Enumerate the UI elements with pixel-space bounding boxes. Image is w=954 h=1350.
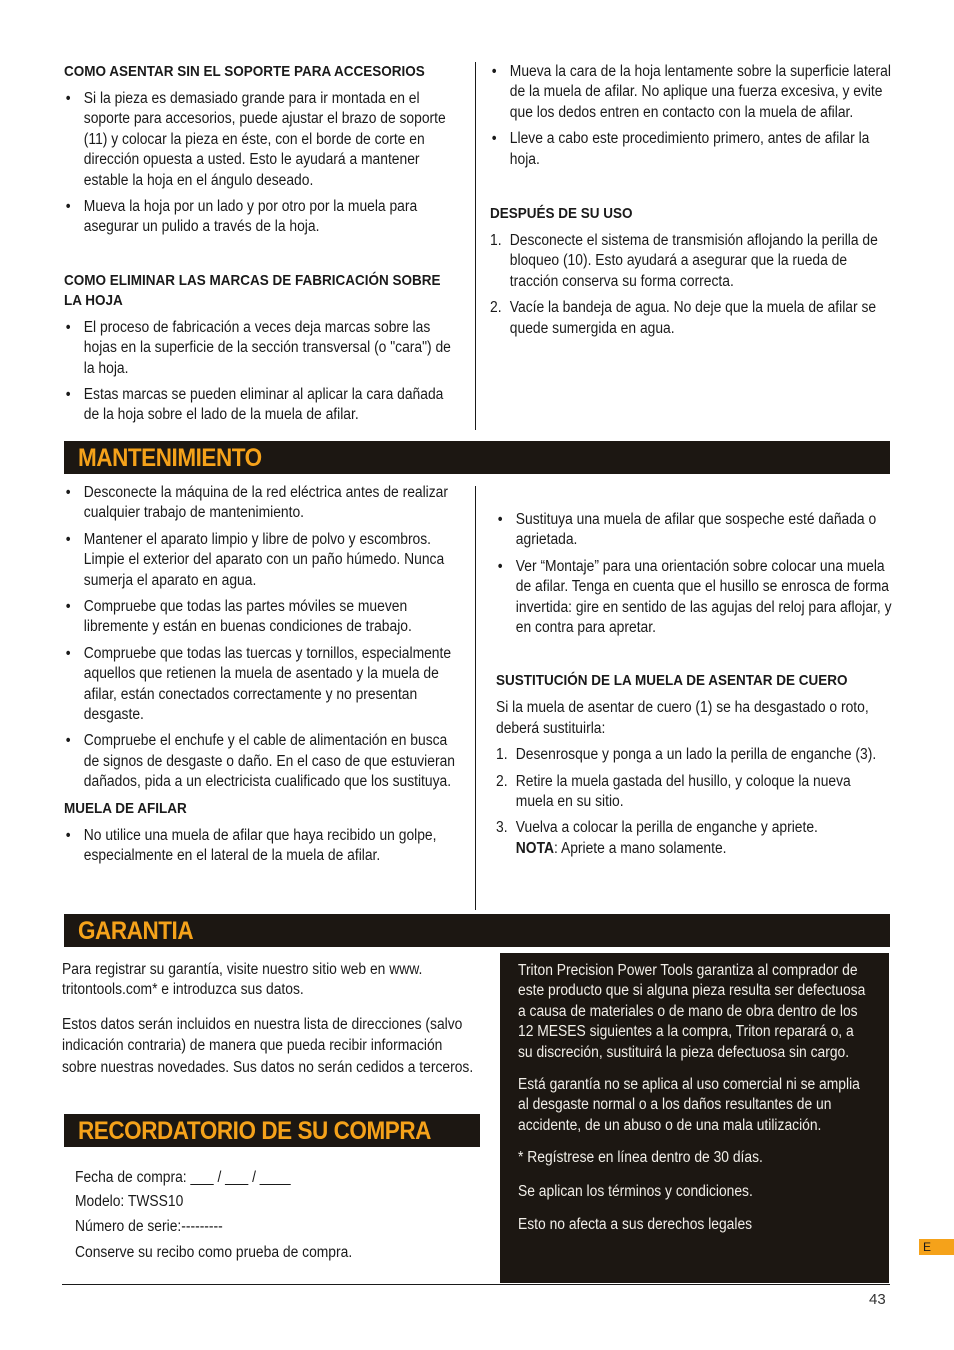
warranty-text: * Regístrese en línea dentro de 30 días. [518,1149,763,1167]
bullet-list [64,318,460,426]
warranty-text: Se aplican los términos y condiciones. [518,1182,753,1200]
list-item: • No utilice una muela de afilar que haya recibido un golpe, especialmente en el lateral de la muela de afilar. [64,826,460,867]
list-item: • Estas marcas se pueden eliminar al aplicar la cara dañada de la hoja sobre el lado de la muela de afilar. [64,385,460,426]
section-heading-sin-soporte: COMO ASENTAR SIN EL SOPORTE PARA ACCESORIOS [64,63,425,80]
list-item: • Mueva la cara de la hoja lentamente sobre la superficie lateral de la muela de afilar. No aplique una fuerza excesiva, y evite que los dedos entren en contacto con la muela de afilar. [490,62,891,123]
language-tab: E [919,1239,954,1255]
list-item: 2. Retire la muela gastada del husillo, y coloque la nueva muela en su sitio. [496,772,851,811]
column-divider [475,486,476,910]
nota-text: : Apriete a mano solamente. [554,839,727,857]
list-item: • El proceso de fabricación a veces deja marcas sobre las hojas en la superficie de la sección transversal (o "cara") de la hoja. [64,318,460,379]
numbered-list [490,231,891,339]
list-item: 3. Vuelva a colocar la perilla de enganche y apriete. NOTA: Apriete a mano solamente. [496,819,818,857]
list-item: • Mantener el aparato limpio y libre de polvo y escombros. Limpie el exterior del aparato con un paño húmedo. Nunca sumerja el aparato en agua. [64,530,460,591]
list-item: • Lleve a cabo este procedimiento primero, antes de afilar la hoja. [490,129,891,170]
garantia-banner [64,914,890,947]
serial-line: Número de serie:--------- [75,1217,223,1235]
warranty-text: Está garantía no se aplica al uso comercial ni se amplia al desgaste normal o a los daños resultantes de un accidente, de un abuso o de una mala utilización. [518,1076,860,1134]
list-item: • Desconecte la máquina de la red eléctrica antes de realizar cualquier trabajo de mantenimiento. [64,483,460,524]
model-line: Modelo: TWSS10 [75,1193,184,1211]
maintenance-left-column [64,483,460,867]
paragraph: Para registrar su garantía, visite nuestro sitio web en www. tritontools.com* e introduzca sus datos. [62,961,423,999]
section-heading-marcas: COMO ELIMINAR LAS MARCAS DE FABRICACIÓN SOBRE LA HOJA [64,271,441,309]
mantenimiento-banner [64,441,890,474]
list-item: • Si la pieza es demasiado grande para ir montada en el soporte para accesorios, puede ajustar el brazo de soporte (11) y colocar la pieza en éste, con el borde de corte en dirección opuesta a usted. Esto le ayudará a mantener estable la hoja en el ángulo deseado. [64,89,460,191]
section-heading-muela: MUELA DE AFILAR [64,799,187,817]
bullet-list [64,89,460,238]
intro-text: Si la muela de asentar de cuero (1) se ha desgastado o roto, deberá sustituirla: [496,699,869,737]
column-divider [475,62,476,430]
warranty-text: Esto no afecta a sus derechos legales [518,1216,753,1234]
list-item: • Ver “Montaje” para una orientación sobre colocar una muela de afilar. Tenga en cuenta que el husillo se enrosca de forma invertida: gire en sentido de las agujas del reloj para aflojar, y en contra para apretar. [496,557,892,639]
list-item: • Mueva la hoja por un lado y por otro por la muela para asegurar un pulido a través de la hoja. [64,197,460,238]
section-title: GARANTIA [78,917,194,945]
list-item: 2. Vacíe la bandeja de agua. No deje que la muela de afilar se quede sumergida en agua. [490,299,877,337]
section-heading-cuero: SUSTITUCIÓN DE LA MUELA DE ASENTAR DE CUERO [496,672,848,690]
purchase-record [75,1168,471,1264]
list-item: • Sustituya una muela de afilar que sospeche esté dañada o agrietada. [496,510,892,551]
section-heading-despues: DESPUÉS DE SU USO [490,205,633,223]
list-item: • Compruebe el enchufe y el cable de alimentación en busca de signos de desgaste o daño. En el caso de que estuvieran dañados, pida a un electricista cualificado que los sustituya. [64,731,460,792]
section-title: MANTENIMIENTO [78,444,262,472]
list-item: • Compruebe que todas las partes móviles se mueven libremente y están en buenas condiciones de trabajo. [64,597,460,638]
numbered-list [496,745,892,859]
list-item: 1. Desenrosque y ponga a un lado la perilla de enganche (3). [496,746,877,764]
section-title: RECORDATORIO DE SU COMPRA [78,1117,431,1145]
list-item: • Compruebe que todas las tuercas y tornillos, especialmente aquellos que retienen la muela de asentado y la muela de afilar, están conectados correctamente y no presentan desgaste. [64,644,460,726]
purchase-date-line: Fecha de compra: ___ / ___ / ____ [75,1169,291,1186]
garantia-left-column [62,960,476,1078]
recordatorio-banner [64,1114,480,1147]
paragraph: Estos datos serán incluidos en nuestra lista de direcciones (salvo indicación contraria) de manera que pueda recibir información sobre nuestras novedades. Sus datos no serán cedidos a terceros. [62,1015,474,1076]
bullet-list [64,483,460,793]
top-left-column [64,62,460,426]
warranty-text: Triton Precision Power Tools garantiza al comprador de este producto que si alguna pieza resulta ser defectuosa a causa de materiales o de mano de obra dentro de los 12 MESES siguientes a la compra, Triton reparará o, a su discreción, sustituirá la pieza defectuosa sin cargo. [518,962,866,1061]
page-number: 43 [869,1291,886,1308]
footer-rule [62,1284,890,1285]
bullet-list [64,826,460,867]
top-right-column [490,62,891,339]
list-item: 1. Desconecte el sistema de transmisión aflojando la perilla de bloqueo (10). Esto ayudará a asegurar que la rueda de tracción conserva su forma correcta. [490,232,878,290]
warranty-box [500,953,889,1283]
bullet-list [496,510,892,638]
nota-label: NOTA [515,839,555,857]
maintenance-right-column [496,510,892,859]
bullet-list [490,62,891,170]
receipt-note: Conserve su recibo como prueba de compra. [75,1244,353,1262]
